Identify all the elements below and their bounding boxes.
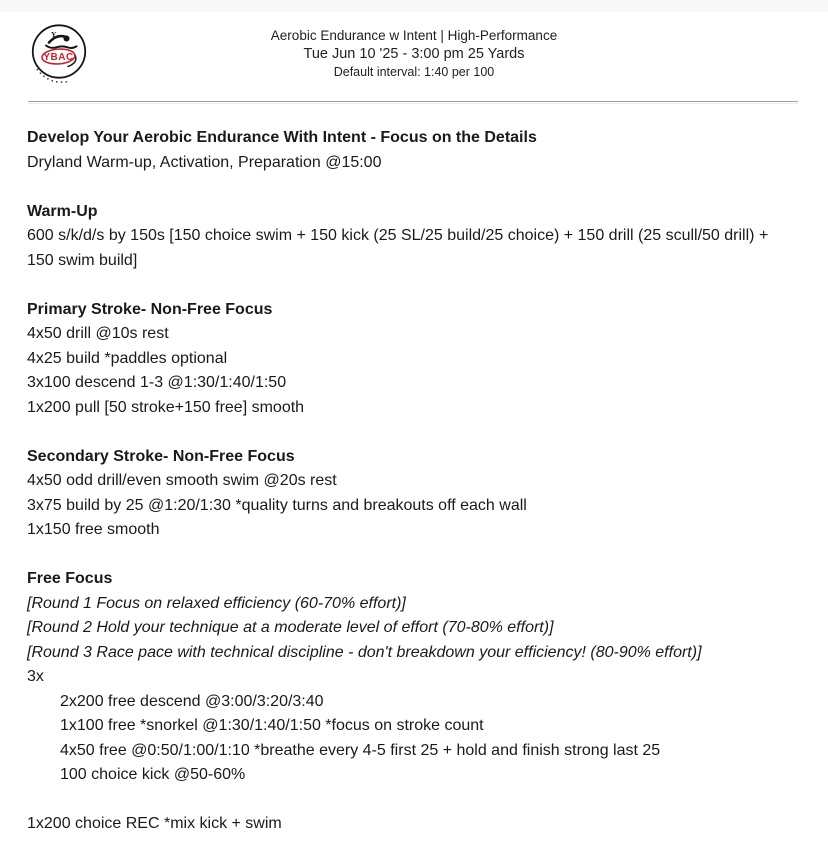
workout-line: 4x50 free @0:50/1:00/1:10 *breathe every 4-5 first 25 + hold and finish strong last 25	[60, 741, 661, 759]
workout-section	[27, 567, 798, 788]
workout-line: 3x100 descend 1-3 @1:30/1:40/1:50	[27, 374, 287, 391]
section-heading: Develop Your Aerobic Endurance With Intent - Focus on the Details	[27, 129, 537, 146]
session-title: Aerobic Endurance w Intent | High-Performance	[270, 28, 558, 43]
workout-line: Dryland Warm-up, Activation, Preparation @15:00	[27, 153, 382, 171]
workout-line: 4x50 odd drill/even smooth swim @20s rest	[27, 472, 337, 489]
ybac-swim-club-logo-icon	[30, 23, 88, 85]
workout-line: [Round 3 Race pace with technical discipline - don't breakdown your efficiency! (80-90% effort)]	[27, 643, 702, 661]
logo-mini-letter: Y	[51, 30, 57, 39]
workout-line: 4x50 drill @10s rest	[27, 325, 169, 342]
workout-line: 1x200 pull [50 stroke+150 free] smooth	[27, 398, 305, 416]
workout-line: [Round 1 Focus on relaxed efficiency (60-70% effort)]	[27, 594, 406, 612]
workout-line: 3x	[27, 668, 44, 685]
workout-line: 1x100 free *snorkel @1:30/1:40/1:50 *focus on stroke count	[60, 717, 484, 734]
logo-text: YBAC	[43, 52, 74, 63]
document-header	[0, 12, 828, 92]
header-text-block	[0, 26, 828, 81]
workout-section	[27, 298, 798, 421]
section-heading: Primary Stroke- Non-Free Focus	[27, 300, 273, 318]
workout-line: 1x200 choice REC *mix kick + swim	[27, 815, 282, 832]
workout-section	[27, 126, 798, 175]
workout-section	[27, 445, 798, 543]
section-heading: Warm-Up	[27, 202, 98, 220]
top-strip	[0, 0, 828, 12]
club-logo	[30, 23, 88, 85]
section-heading: Secondary Stroke- Non-Free Focus	[27, 447, 295, 465]
workout-line: [Round 2 Hold your technique at a moderate level of effort (70-80% effort)]	[27, 619, 554, 636]
section-heading: Free Focus	[27, 570, 113, 587]
default-interval-note: Default interval: 1:40 per 100	[333, 65, 495, 79]
session-datetime: Tue Jun 10 '25 - 3:00 pm 25 Yards	[303, 46, 525, 62]
workout-line: 4x25 build *paddles optional	[27, 349, 228, 367]
workout-body	[0, 104, 828, 837]
workout-line: 1x150 free smooth	[27, 521, 160, 538]
workout-line: 2x200 free descend @3:00/3:20/3:40	[60, 692, 324, 710]
workout-section	[27, 812, 798, 837]
workout-line: 3x75 build by 25 @1:20/1:30 *quality turns and breakouts off each wall	[27, 496, 527, 514]
workout-line: 100 choice kick @50-60%	[60, 766, 246, 783]
workout-line: 600 s/k/d/s by 150s [150 choice swim + 150 kick (25 SL/25 build/25 choice) + 150 drill (25 scull/50 drill) + 150 swim build]	[27, 227, 773, 269]
workout-section	[27, 200, 798, 274]
